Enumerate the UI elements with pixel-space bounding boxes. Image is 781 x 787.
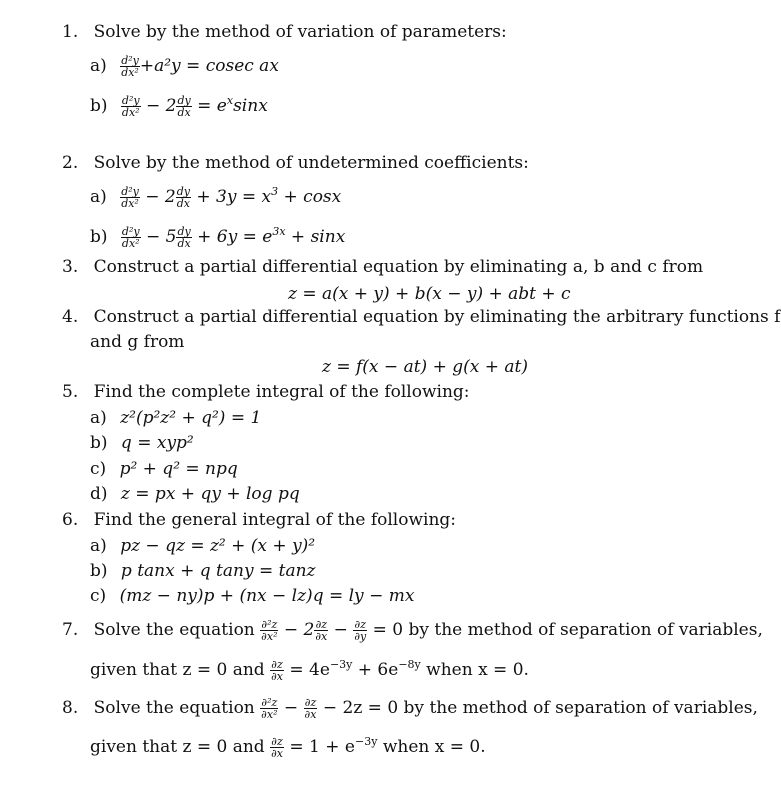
q2-heading: [62, 153, 529, 173]
q2-b: b) $\frac{\text{d²y}}{\text{dx²}}$ − 5 $\frac{dy}{dx}$ + $6y = e^{3x} + \sin x$: [90, 225, 346, 250]
q1-b-label: b): [90, 96, 108, 116]
q4-title-line2: and g from: [90, 332, 185, 352]
q5-item-a: [90, 408, 261, 428]
q8-number: 8.: [62, 698, 79, 718]
q2-a: a) $\frac{\text{d²y}}{\text{dx²}}$ − 2 $\frac{dy}{dx}$ + $3y = x^3 + \cos x$: [90, 185, 342, 210]
q7-tail: = 0 by the method of separation of variables,: [372, 620, 763, 640]
q2-b-label: b): [90, 227, 108, 247]
q7-lead: Solve the equation: [93, 620, 255, 640]
q2-number: 2.: [62, 153, 79, 173]
q8-when: when x = 0.: [382, 737, 486, 757]
q6-item-equation: (mz − ny)p + (nx − lz)q = ly − mx: [119, 586, 415, 606]
q5-item-label: d): [90, 484, 108, 504]
q3-equation: z = a(x + y) + b(x − y) + abt + c: [288, 284, 571, 304]
q6-item-c: [90, 586, 414, 606]
q5-item-label: c): [90, 459, 107, 479]
q2-title: Solve by the method of undetermined coefficients:: [93, 153, 529, 173]
q1-title: Solve by the method of variation of parameters:: [93, 22, 507, 42]
q1-number: 1.: [62, 22, 79, 42]
q3-heading: [62, 257, 703, 277]
q5-item-label: b): [90, 433, 108, 453]
q7-cond2: + 6e: [357, 660, 399, 680]
q6-item-label: c): [90, 586, 107, 606]
q5-item-equation: z²(p²z² + q²) = 1: [120, 408, 262, 428]
q6-item-b: [90, 561, 316, 581]
q4-number: 4.: [62, 307, 79, 327]
q1-a: a) $\frac{\text{d²y}}{\text{dx²}}$ +a²y = cosec ax: [90, 54, 279, 79]
q8-cond: = 1 + e: [289, 737, 355, 757]
q5-number: 5.: [62, 382, 79, 402]
q6-number: 6.: [62, 510, 79, 530]
q6-heading: [62, 510, 456, 530]
q6-title: Find the general integral of the following:: [93, 510, 457, 530]
q1-b: b) $\frac{\text{d²y}}{\text{dx²}}$ − 2 $\frac{dy}{dx}$ = $e^x\sin x$: [90, 94, 268, 119]
q7-given: given that z = 0 and $\frac{\partial z}{\partial x}$ = $4e^{-3y} + 6e^{-8y}$ when x = 0.: [90, 658, 529, 683]
q7-cond: = 4e: [289, 660, 330, 680]
q5-item-equation: q = xyp²: [120, 433, 194, 453]
q8-given-text: given that z = 0 and: [90, 737, 265, 757]
q4-heading: [62, 307, 780, 327]
q4-equation: z = f(x − at) + g(x + at): [322, 357, 528, 377]
q5-item-equation: p² + q² = npq: [119, 459, 238, 479]
q7-heading: 7. Solve the equation $\frac{\text{∂²z}}{\text{∂x²}}$ − 2 $\frac{\partial z}{\partial x}$ − $\frac{\partial z}{\partial y}$ = 0 by the method of separation of variables,: [62, 618, 763, 643]
q4-title-line1: Construct a partial differential equation by eliminating the arbitrary functions f: [93, 307, 781, 327]
q7-when: when x = 0.: [426, 660, 529, 680]
q6-item-label: b): [90, 561, 108, 581]
q6-item-equation: p tanx + q tany = tanz: [120, 561, 316, 581]
q5-title: Find the complete integral of the following:: [93, 382, 470, 402]
q8-given: given that z = 0 and $\frac{\partial z}{\partial x}$ = $1 + e^{-3y}$ when x = 0.: [90, 735, 486, 760]
q7-given-text: given that z = 0 and: [90, 660, 265, 680]
q6-item-label: a): [90, 536, 107, 556]
q2-a-label: a): [90, 187, 107, 207]
q8-tail: − 2z = 0 by the method of separation of variables,: [322, 698, 758, 718]
q6-item-a: [90, 536, 315, 556]
q5-item-c: [90, 459, 238, 479]
q1-a-label: a): [90, 56, 107, 76]
q5-heading: [62, 382, 470, 402]
q3-number: 3.: [62, 257, 79, 277]
q5-item-label: a): [90, 408, 107, 428]
q7-number: 7.: [62, 620, 79, 640]
q1-heading: [62, 22, 507, 42]
q5-item-b: [90, 433, 194, 453]
q5-item-equation: z = px + qy + log pq: [120, 484, 300, 504]
q3-title: Construct a partial differential equation by eliminating a, b and c from: [93, 257, 704, 277]
q8-lead: Solve the equation: [93, 698, 255, 718]
q6-item-equation: pz − qz = z² + (x + y)²: [120, 536, 316, 556]
q8-heading: 8. Solve the equation $\frac{\text{∂²z}}{\text{∂x²}}$ − $\frac{\partial z}{\partial x}$ − 2z = 0 by the method of separation of variables,: [62, 696, 758, 721]
q5-item-d: [90, 484, 300, 504]
